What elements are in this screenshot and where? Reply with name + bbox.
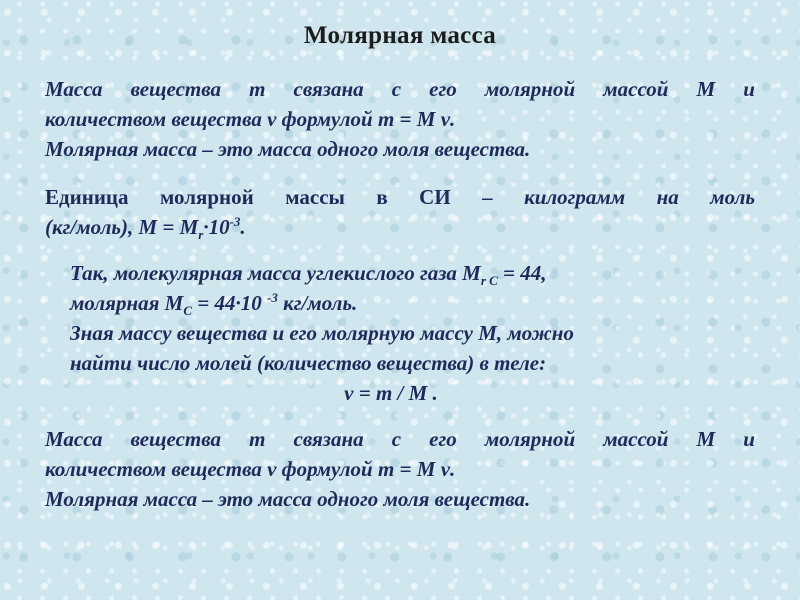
example-text-1a: Так, молекулярная масса углекислого газа M <box>70 261 481 285</box>
example-text-2b: = 44·10 <box>192 291 267 315</box>
definition-bottom-line-1: Масса вещества m связана с его молярной массой M и <box>45 427 755 451</box>
definition-line-2: количеством вещества ν формулой m = M ν. <box>45 107 456 131</box>
si-unit-paragraph <box>45 182 755 242</box>
example-sup-2: -3 <box>267 290 278 305</box>
example-sub-1: r C <box>480 273 498 289</box>
si-unit-formula-end: . <box>240 215 246 239</box>
si-unit-formula-b: ·10 <box>203 215 230 239</box>
si-unit-formula-sup: -3 <box>229 214 241 229</box>
si-unit-formula-a: (кг/моль), M = M <box>45 215 199 239</box>
example-formula: ν = m / M . <box>344 381 438 405</box>
example-line-2 <box>70 288 720 318</box>
example-text-1b: = 44, <box>497 261 547 285</box>
example-sub-2: C <box>183 303 193 319</box>
example-line-4: найти число молей (количество вещества) в теле: <box>70 351 547 375</box>
si-unit-text: Единица молярной массы в СИ – <box>45 185 493 209</box>
page-title: Молярная масса <box>303 22 497 49</box>
definition-paragraph-bottom <box>45 424 755 514</box>
example-line-3: Зная массу вещества и его молярную массу M, можно <box>70 321 574 345</box>
si-unit-name: килограмм на моль <box>524 185 755 209</box>
example-text-2c: кг/моль. <box>277 291 358 315</box>
example-line-1 <box>70 258 720 288</box>
definition-paragraph-top <box>45 74 755 164</box>
si-unit-line-1 <box>45 182 755 212</box>
example-text-2a: молярная M <box>70 291 184 315</box>
definition-bottom-line-2: количеством вещества ν формулой m = M ν. <box>45 457 456 481</box>
definition-line-3: Молярная масса – это масса одного моля вещества. <box>45 137 531 161</box>
definition-line-1: Масса вещества m связана с его молярной массой M и <box>45 77 755 101</box>
si-unit-formula-sub: r <box>198 227 204 243</box>
si-unit-line-2 <box>45 212 755 242</box>
definition-bottom-line-3: Молярная масса – это масса одного моля вещества. <box>45 487 531 511</box>
example-paragraph <box>70 258 720 408</box>
